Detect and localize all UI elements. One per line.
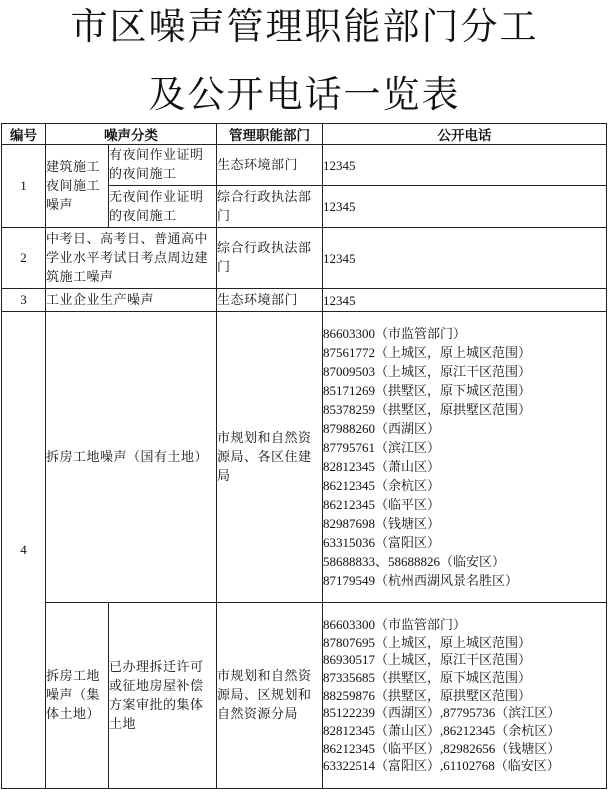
phone-entry: 58688833、58688826（临安区） (323, 554, 506, 569)
department-cell: 市规划和自然资源局、区规划和自然资源分局 (217, 603, 323, 789)
row-number: 1 (2, 145, 46, 228)
row-number: 4 (2, 312, 46, 789)
noise-department-table (1, 123, 607, 789)
phone-entry: 88259876（拱墅区，原拱墅区范围） (323, 687, 532, 703)
phone-entry: 87561772（上城区，原上城区范围） (323, 345, 532, 360)
category-cell: 工业企业生产噪声 (46, 289, 217, 312)
table-header-row (2, 124, 607, 145)
department-cell: 综合行政执法部门 (217, 228, 323, 289)
phone-entry: 87009503（上城区，原江干区范围） (323, 364, 532, 379)
table-row-3 (2, 289, 607, 312)
phone-entry: 85122239（西湖区）,87795736（滨江区） (323, 705, 561, 721)
subcategory-cell: 已办理拆迁许可或征地房屋补偿方案审批的集体土地 (109, 603, 217, 789)
phone-list-cell (323, 603, 607, 789)
department-cell: 生态环境部门 (217, 289, 323, 312)
row-number: 2 (2, 228, 46, 289)
header-category: 噪声分类 (46, 124, 217, 145)
header-phone: 公开电话 (323, 124, 607, 145)
table-row-2 (2, 228, 607, 289)
phone-entry: 86603300（市监管部门） (323, 616, 467, 632)
department-cell: 生态环境部门 (217, 145, 323, 186)
phone-entry: 86212345（临平区）,82982656（钱塘区） (323, 740, 561, 756)
phone-entry: 63322514（富阳区）,61102768（临安区） (323, 758, 560, 774)
phone-entry: 86930517（上城区，原江干区范围） (323, 652, 532, 668)
phone-cell: 12345 (323, 289, 607, 312)
header-no: 编号 (2, 124, 46, 145)
phone-entry: 87988260（西湖区） (323, 421, 441, 436)
table-row-4b (2, 603, 607, 789)
page-title-line2: 及公开电话一览表 (148, 73, 461, 116)
phone-entry: 63315036（富阳区） (323, 535, 441, 550)
header-department: 管理职能部门 (217, 124, 323, 145)
phone-entry: 85378259（拱墅区，原拱墅区范围） (323, 402, 532, 417)
phone-entry: 86603300（市监管部门） (323, 326, 467, 341)
category-cell: 中考日、高考日、普通高中学业水平考试日考点周边建筑施工噪声 (46, 228, 217, 289)
row-number: 3 (2, 289, 46, 312)
department-cell: 综合行政执法部门 (217, 186, 323, 228)
phone-entry: 87807695（上城区，原上城区范围） (323, 634, 532, 650)
phone-entry: 82812345（萧山区） (323, 459, 441, 474)
phone-entry: 87795761（滨江区） (323, 440, 441, 455)
category-cell: 建筑施工夜间施工噪声 (46, 145, 109, 228)
phone-entry: 86212345（临平区） (323, 497, 441, 512)
phone-cell: 12345 (323, 145, 607, 186)
phone-entry: 87179549（杭州西湖风景名胜区） (323, 573, 519, 588)
phone-cell: 12345 (323, 186, 607, 228)
phone-cell: 12345 (323, 228, 607, 289)
phone-entry: 85171269（拱墅区，原下城区范围） (323, 383, 532, 398)
phone-entry: 82812345（萧山区）,86212345（余杭区） (323, 723, 561, 739)
phone-entry: 86212345（余杭区） (323, 478, 441, 493)
table-row-1a (2, 145, 607, 186)
department-cell: 市规划和自然资源局、各区住建局 (217, 312, 323, 603)
category-cell: 拆房工地噪声（国有土地） (46, 312, 217, 603)
page-title-line1: 市区噪声管理职能部门分工 (70, 5, 539, 48)
table-row-4a (2, 312, 607, 603)
category-cell: 拆房工地噪声（集体土地） (46, 603, 109, 789)
subcategory-cell: 无夜间作业证明的夜间施工 (109, 186, 217, 228)
phone-list (323, 324, 606, 590)
phone-list-cell (323, 312, 607, 603)
phone-list (323, 616, 606, 775)
phone-entry: 82987698（钱塘区） (323, 516, 441, 531)
phone-entry: 87335685（拱墅区，原下城区范围） (323, 669, 532, 685)
subcategory-cell: 有夜间作业证明的夜间施工 (109, 145, 217, 186)
